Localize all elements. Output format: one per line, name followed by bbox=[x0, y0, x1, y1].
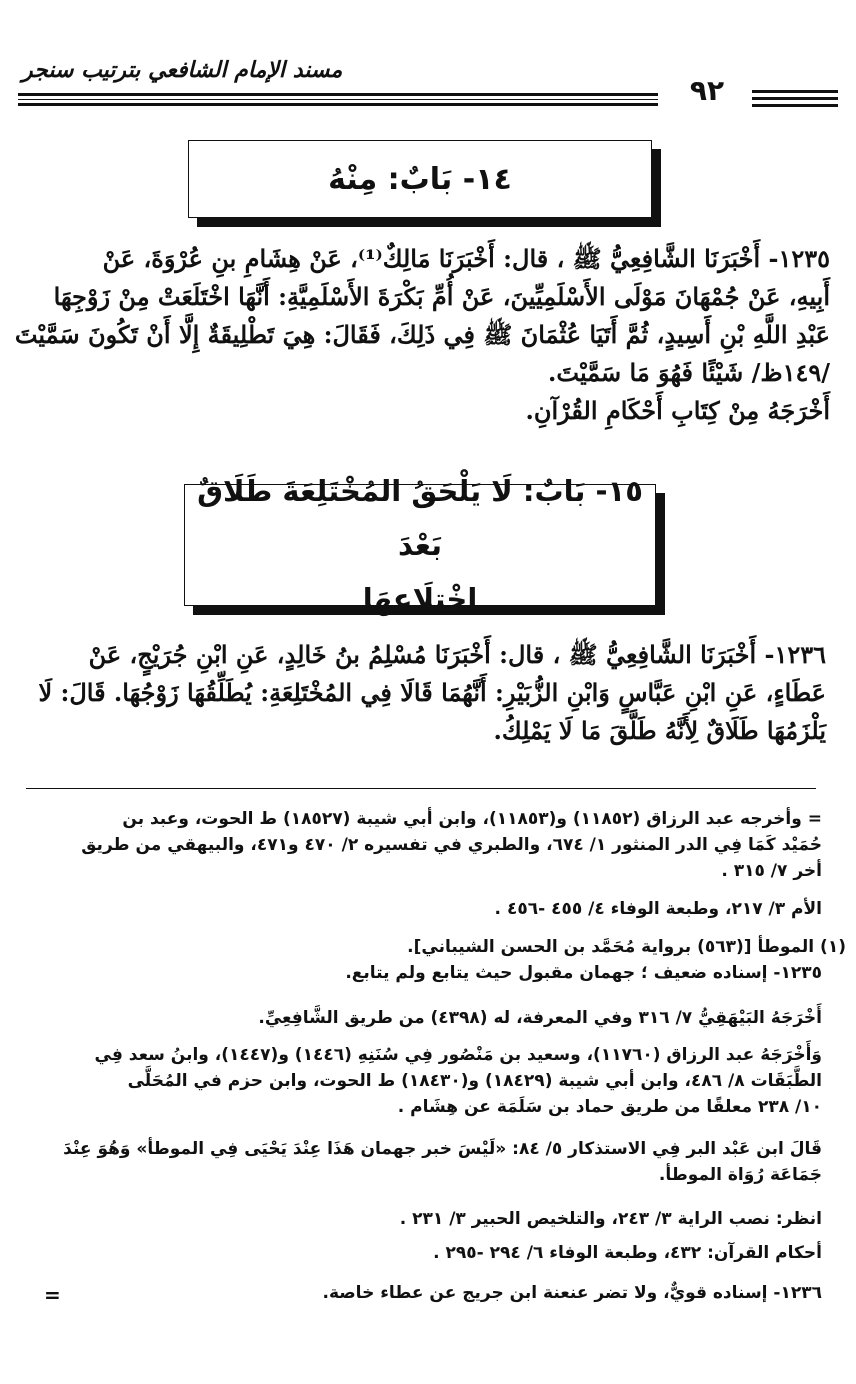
footnote-line: الطَّبَقَات ٨/ ٤٨٦، وابن أبي شيبة (١٨٤٢٩) و(١٨٤٣٠) ط الحوت، وابن حزم في المُحَلَّى bbox=[127, 1071, 822, 1091]
chapter-15-heading-line2: اخْتِلَاعِهَا bbox=[362, 582, 478, 616]
running-title: مسند الإمام الشافعي بترتيب سنجر bbox=[22, 58, 343, 83]
header-rule bbox=[752, 104, 838, 107]
footnote-line: ١٢٣٦- إسناده قويٌّ، ولا تضر عنعنة ابن جريج عن عطاء خاصة. bbox=[322, 1283, 822, 1303]
header-rule bbox=[18, 93, 658, 96]
header-rule bbox=[752, 97, 838, 100]
footnote-line: قَالَ ابن عَبْد البر فِي الاستذكار ٥/ ٨٤: «لَيْسَ خبر جهمان هَذَا عِنْدَ يَحْيَى فِي الموطأ» وَهُوَ عِنْدَ bbox=[63, 1139, 822, 1159]
footnote-line: جَمَاعَة رُوَاة الموطأ. bbox=[658, 1165, 822, 1185]
footnote-line: الأم ٣/ ٢١٧، وطبعة الوفاء ٤/ ٤٥٥ -٤٥٦ . bbox=[494, 899, 822, 919]
footnote-line: انظر: نصب الراية ٣/ ٢٤٣، والتلخيص الحبير ٣/ ٢٣١ . bbox=[399, 1209, 822, 1229]
chapter-14-heading-box bbox=[188, 140, 652, 218]
chapter-15-heading-line1: ١٥- بَابٌ: لَا يَلْحَقُ المُخْتَلِعَةَ طَلَاقٌ بَعْدَ bbox=[197, 474, 643, 562]
footnote-line: أحكام القرآن: ٤٣٢، وطبعة الوفاء ٦/ ٢٩٤ -٢٩٥ . bbox=[433, 1243, 822, 1263]
hadith-1236 bbox=[30, 636, 826, 750]
footnote-line: أخر ٧/ ٣١٥ . bbox=[721, 861, 822, 881]
chapter-15-heading-box bbox=[184, 474, 656, 616]
footnote-line: ١٢٣٥- إسناده ضعيف ؛ جهمان مقبول حيث يتابع ولم يتابع. bbox=[345, 963, 822, 983]
hadith-1235-line: أَخْرَجَهُ مِنْ كِتَابِ أَحْكَامِ القُرْآنِ. bbox=[525, 396, 830, 425]
hadith-1235-line: /١٤٩ظ/ شَيْئًا فَهُوَ مَا سَمَّيْتَ. bbox=[548, 358, 830, 387]
header-rule bbox=[752, 90, 838, 93]
footnote-line: أَخْرَجَهُ البَيْهَقِيُّ ٧/ ٣١٦ وفي المعرفة، له (٤٣٩٨) من طريق الشَّافِعِيِّ. bbox=[258, 1008, 822, 1028]
footnote-line: وَأَخْرَجَهُ عبد الرزاق (١١٧٦٠)، وسعيد بن مَنْصُور فِي سُنَنِهِ (١٤٤٦) و(١٤٤٧)، وابنُ سعد فِي bbox=[94, 1045, 822, 1065]
footnote-line: ١٠/ ٢٣٨ معلقًا من طريق حماد بن سَلَمَة عن هِشَام . bbox=[397, 1097, 822, 1117]
footnote-line: (١) الموطأ [(٥٦٣) برواية مُحَمَّد بن الحسن الشيباني]. bbox=[407, 937, 846, 957]
hadith-1236-line: ١٢٣٦- أَخْبَرَنَا الشَّافِعِيُّ ﷺ ، قال: أَخْبَرَنَا مُسْلِمُ بنُ خَالِدٍ، عَنِ ابْنِ جُرَيْجٍ، عَنْ bbox=[88, 640, 826, 669]
hadith-1235-line: أَبِيهِ، عَنْ جُمْهَانَ مَوْلَى الأَسْلَمِيِّينَ، عَنْ أُمِّ بَكْرَةَ الأَسْلَمِيَّةِ: أَنَّهَا اخْتَلَعَتْ مِنْ زَوْجِهَا bbox=[53, 282, 830, 311]
hadith-1236-line: عَطَاءٍ، عَنِ ابْنِ عَبَّاسٍ وَابْنِ الزُّبَيْرِ: أَنَّهُمَا قَالَا فِي المُخْتَلِعَةِ: يُطَلِّقُهَا زَوْجُهَا. قَالَ: لَا bbox=[38, 678, 826, 707]
chapter-14-heading: ١٤- بَابٌ: مِنْهُ bbox=[328, 161, 512, 197]
hadith-1235-line: ١٢٣٥- أَخْبَرَنَا الشَّافِعِيُّ ﷺ ، قال: أَخْبَرَنَا مَالِكٌ⁽¹⁾، عَنْ هِشَامِ بنِ عُرْوَةَ، عَنْ bbox=[102, 244, 830, 273]
footnote-line: حُمَيْد كَمَا فِي الدر المنثور ١/ ٦٧٤، والطبري في تفسيره ٢/ ٤٧٠ و٤٧١، والبيهقي من طريق bbox=[81, 835, 822, 855]
footnote-rule bbox=[26, 788, 816, 789]
page-number: ٩٢ bbox=[689, 74, 725, 107]
footnote-line: = وأخرجه عبد الرزاق (١١٨٥٢) و(١١٨٥٣)، وابن أبي شيبة (١٨٥٢٧) ط الحوت، وعبد بن bbox=[122, 809, 822, 829]
hadith-1235-line: عَبْدِ اللَّهِ بْنِ أَسِيدٍ، ثُمَّ أَتَيَا عُثْمَانَ ﷺ فِي ذَلِكَ، فَقَالَ: هِيَ تَطْلِيقَةٌ إِلَّا أَنْ تَكُونَ سَمَّيْتَ bbox=[14, 320, 830, 349]
header-rule bbox=[18, 103, 658, 106]
continuation-mark: = bbox=[44, 1283, 61, 1307]
header-rule bbox=[18, 99, 658, 100]
hadith-1235 bbox=[14, 240, 830, 430]
hadith-1236-line: يَلْزَمُهَا طَلَاقٌ لِأَنَّهُ طَلَّقَ مَا لَا يَمْلِكُ. bbox=[493, 716, 826, 745]
